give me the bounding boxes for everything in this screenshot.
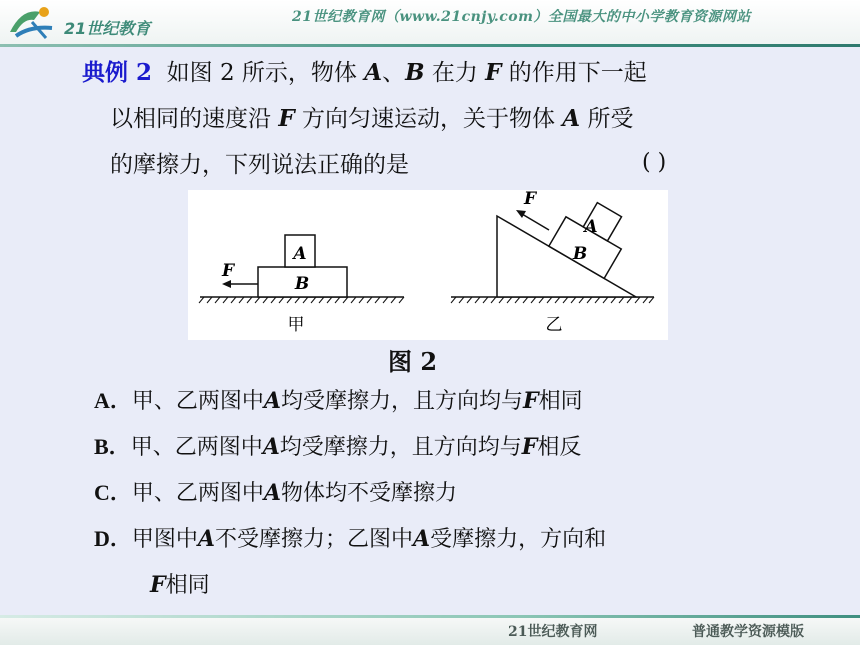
variable-F: F bbox=[523, 388, 539, 414]
option-text: 相同 bbox=[165, 573, 210, 598]
option-d-continued bbox=[150, 568, 210, 599]
header-divider bbox=[0, 44, 860, 47]
example-label: 典例 2 bbox=[82, 59, 153, 86]
variable-F: F bbox=[278, 105, 295, 132]
variable-A: A bbox=[197, 526, 215, 552]
answer-blank: ( ) bbox=[642, 150, 667, 175]
force-label-left: F bbox=[221, 261, 235, 281]
problem-text: 以相同的速度沿 bbox=[110, 106, 279, 132]
option-key: D． bbox=[94, 526, 132, 551]
variable-F: F bbox=[521, 434, 538, 460]
option-key: A． bbox=[94, 388, 132, 413]
figure-caption-left: 甲 bbox=[287, 315, 305, 335]
problem-line-1 bbox=[82, 54, 647, 87]
option-text: 甲图中 bbox=[131, 527, 198, 552]
variable-F: F bbox=[150, 572, 166, 598]
ground-hatch-right bbox=[451, 297, 654, 303]
problem-text: 如图 2 所示，物体 bbox=[166, 60, 365, 86]
physics-figure bbox=[188, 190, 668, 340]
problem-line-3 bbox=[110, 146, 409, 179]
site-banner-text: 21世纪教育网（www.21cnjy.com）全国最大的中小学教育资源网站 bbox=[292, 9, 751, 25]
variable-A: A bbox=[263, 388, 281, 414]
block-A-left-label: A bbox=[293, 244, 307, 264]
option-text: 相反 bbox=[537, 435, 582, 460]
variable-A: A bbox=[262, 434, 280, 460]
variable-F: F bbox=[485, 59, 502, 86]
problem-text: 在力 bbox=[424, 60, 486, 86]
logo-text: 21世纪教育 bbox=[64, 19, 151, 38]
force-arrowhead-right bbox=[516, 210, 526, 218]
variable-A: A bbox=[413, 526, 431, 552]
problem-text: 、 bbox=[382, 60, 406, 86]
figure-caption-right: 乙 bbox=[545, 315, 563, 335]
force-arrowhead-left bbox=[222, 280, 231, 288]
problem-text: 方向匀速运动，关于物体 bbox=[294, 106, 563, 132]
block-A-right-label: A bbox=[584, 217, 598, 237]
option-text: 相同 bbox=[538, 389, 583, 414]
variable-B: B bbox=[405, 59, 425, 86]
variable-A: A bbox=[364, 59, 383, 86]
problem-line-2 bbox=[110, 100, 633, 133]
block-B-left-label: B bbox=[294, 274, 310, 294]
option-key: B． bbox=[94, 434, 131, 459]
option-text: 甲、乙两图中 bbox=[131, 389, 264, 414]
site-logo bbox=[6, 2, 156, 44]
option-text: 甲、乙两图中 bbox=[130, 435, 263, 460]
problem-text: 的作用下一起 bbox=[501, 60, 647, 86]
figure-caption: 图 2 bbox=[388, 347, 438, 376]
force-label-right: F bbox=[523, 190, 537, 209]
option-d[interactable] bbox=[94, 522, 606, 553]
figure-drawing bbox=[188, 190, 668, 340]
footer-template-text: 普通教学资源模版 bbox=[692, 624, 804, 640]
ground-hatch-left bbox=[199, 297, 404, 303]
option-c[interactable] bbox=[94, 476, 457, 507]
option-text: 物体均不受摩擦力 bbox=[280, 481, 457, 506]
option-b[interactable] bbox=[94, 430, 581, 461]
option-text: 受摩擦力，方向和 bbox=[430, 527, 607, 552]
option-key: C． bbox=[94, 480, 132, 505]
option-text: 均受摩擦力，且方向均与 bbox=[280, 389, 523, 414]
option-text: 不受摩擦力；乙图中 bbox=[214, 527, 413, 552]
force-arrow-right bbox=[522, 214, 549, 230]
problem-text: 的摩擦力，下列说法正确的是 bbox=[110, 152, 409, 178]
block-B-right-label: B bbox=[572, 244, 588, 264]
logo-figure-icon bbox=[6, 2, 62, 44]
option-text: 甲、乙两图中 bbox=[131, 481, 264, 506]
problem-text: 所受 bbox=[580, 106, 634, 132]
variable-A: A bbox=[562, 105, 581, 132]
option-a[interactable] bbox=[94, 384, 583, 415]
footer-site-text: 21世纪教育网 bbox=[508, 624, 598, 640]
variable-A: A bbox=[263, 480, 281, 506]
option-text: 均受摩擦力，且方向均与 bbox=[279, 435, 522, 460]
